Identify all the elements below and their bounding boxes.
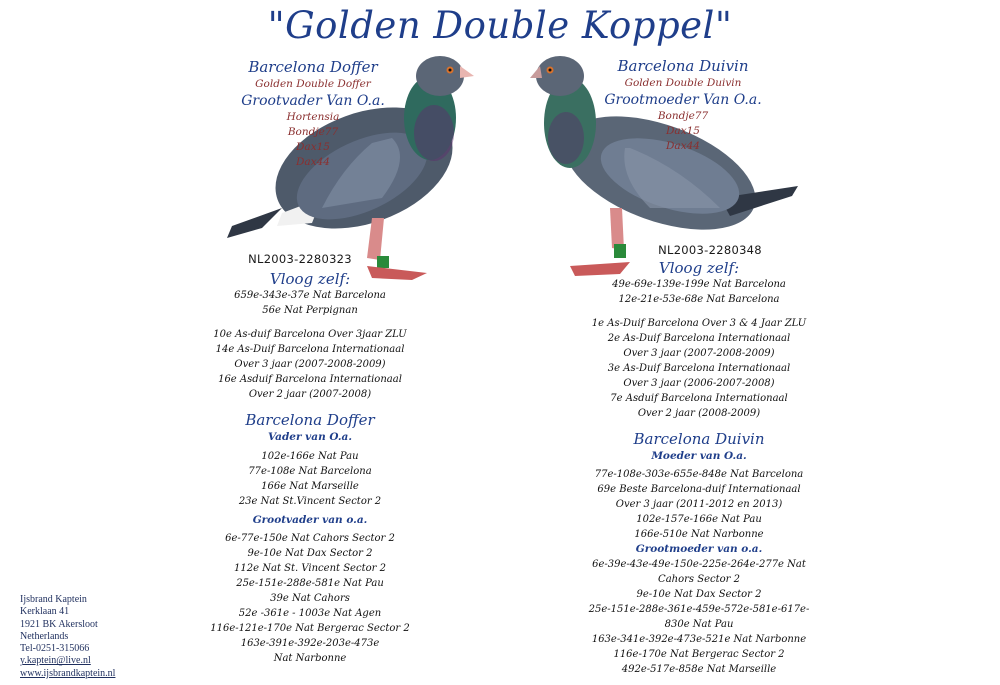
left-grandfather-result: 6e-77e-150e Nat Cahors Sector 2: [225, 533, 395, 544]
left-grandfather-label: Grootvader van o.a.: [252, 514, 368, 526]
right-name: Dax15: [666, 125, 700, 137]
right-lineage: Golden Double Duivin: [624, 77, 742, 89]
right-grandmother-label: Grootmoeder van o.a.: [635, 543, 763, 555]
left-grandfather-result: 112e Nat St. Vincent Sector 2: [234, 563, 386, 574]
left-result: 659e-343e-37e Nat Barcelona: [234, 290, 386, 301]
right-result: Over 3 jaar (2007-2008-2009): [623, 348, 775, 359]
contact-block: [20, 594, 115, 680]
left-grandparent-label: Grootvader Van O.a.: [241, 93, 385, 109]
left-name: Hortensia: [286, 111, 340, 123]
left-grandfather-result: 52e -361e - 1003e Nat Agen: [238, 608, 382, 619]
right-result: 7e Asduif Barcelona Internationaal: [610, 393, 788, 404]
left-heading-2: Barcelona Doffer: [245, 411, 375, 429]
left-header-block: [228, 58, 398, 170]
left-result: 10e As-duif Barcelona Over 3jaar ZLU: [213, 329, 407, 340]
right-grandmother-result: Cahors Sector 2: [658, 574, 740, 585]
right-grandmother-result: 25e-151e-288e-361e-459e-572e-581e-617e-: [588, 604, 810, 615]
right-result: Over 3 jaar (2006-2007-2008): [623, 378, 775, 389]
left-grandfather-result: 163e-391e-392e-203e-473e: [240, 638, 380, 649]
left-father-result: 23e Nat St.Vincent Sector 2: [238, 496, 382, 507]
contact-name: Ijsbrand Kaptein: [20, 594, 87, 605]
left-name: Dax15: [296, 141, 330, 153]
right-mother-result: 166e-510e Nat Narbonne: [634, 529, 764, 540]
page-title: "Golden Double Koppel": [267, 4, 733, 47]
right-grandparent-label: Grootmoeder Van O.a.: [604, 92, 762, 108]
left-result: 16e Asduif Barcelona Internationaal: [218, 374, 402, 385]
contact-street: Kerklaan 41: [20, 606, 70, 618]
right-result: Over 2 jaar (2008-2009): [637, 408, 761, 419]
left-father-result: 166e Nat Marseille: [261, 481, 359, 492]
left-heading: Barcelona Doffer: [248, 58, 378, 76]
left-name: Dax44: [296, 156, 330, 168]
right-mother-result: 69e Beste Barcelona-duif Internationaal: [597, 484, 801, 495]
left-grandfather-result: 39e Nat Cahors: [270, 593, 350, 604]
left-grandfather-result: 9e-10e Nat Dax Sector 2: [247, 548, 373, 559]
right-result: 12e-21e-53e-68e Nat Barcelona: [618, 294, 780, 305]
right-grandmother-result: 9e-10e Nat Dax Sector 2: [636, 589, 762, 600]
contact-city: 1921 BK Akersloot: [20, 618, 98, 630]
email-link[interactable]: y.kaptein@live.nl: [20, 655, 91, 667]
right-mother-result: 102e-157e-166e Nat Pau: [636, 514, 762, 525]
left-result: Over 2 jaar (2007-2008): [248, 389, 372, 400]
left-father-label: Vader van O.a.: [267, 431, 353, 443]
right-grandmother-result: 830e Nat Pau: [664, 619, 734, 630]
left-ring-number: NL2003-2280323: [248, 252, 352, 266]
right-flew-label: Vloog zelf:: [658, 259, 740, 277]
right-grandmother-result: 163e-341e-392e-473e-521e Nat Narbonne: [591, 634, 807, 645]
right-heading-2: Barcelona Duivin: [633, 430, 765, 448]
right-result: 49e-69e-139e-199e Nat Barcelona: [612, 279, 786, 290]
contact-phone: Tel-0251-315066: [20, 643, 90, 655]
contact-country: Netherlands: [20, 630, 69, 642]
left-results-block: [190, 270, 430, 666]
right-result: 3e As-Duif Barcelona Internationaal: [607, 363, 791, 374]
right-grandmother-result: 116e-170e Nat Bergerac Sector 2: [613, 649, 785, 660]
left-result: Over 3 jaar (2007-2008-2009): [234, 359, 386, 370]
left-flew-label: Vloog zelf:: [269, 270, 351, 288]
left-lineage: Golden Double Doffer: [255, 78, 371, 90]
left-name: Bondje77: [287, 126, 339, 138]
left-father-result: 77e-108e Nat Barcelona: [248, 466, 372, 477]
right-result: 1e As-Duif Barcelona Over 3 & 4 Jaar ZLU: [591, 318, 807, 329]
left-grandfather-result: 116e-121e-170e Nat Bergerac Sector 2: [210, 623, 410, 634]
right-heading: Barcelona Duivin: [617, 57, 749, 75]
left-grandfather-result: 25e-151e-288e-581e Nat Pau: [236, 578, 384, 589]
right-grandmother-result: 492e-517e-858e Nat Marseille: [621, 664, 777, 675]
right-name: Dax44: [666, 140, 700, 152]
left-result: 14e As-Duif Barcelona Internationaal: [215, 344, 405, 355]
left-grandfather-result: Nat Narbonne: [273, 653, 347, 664]
left-father-result: 102e-166e Nat Pau: [261, 451, 359, 462]
right-ring-number: NL2003-2280348: [658, 243, 762, 257]
right-mother-label: Moeder van O.a.: [651, 450, 747, 462]
right-mother-result: Over 3 jaar (2011-2012 en 2013): [615, 499, 783, 510]
right-name: Bondje77: [657, 110, 709, 122]
right-grandmother-result: 6e-39e-43e-49e-150e-225e-264e-277e Nat: [592, 559, 806, 570]
right-results-block: [568, 259, 830, 677]
right-result: 2e As-Duif Barcelona Internationaal: [607, 333, 791, 344]
right-mother-result: 77e-108e-303e-655e-848e Nat Barcelona: [594, 469, 804, 480]
website-link[interactable]: www.ijsbrandkaptein.nl: [20, 667, 116, 679]
right-header-block: [598, 57, 768, 154]
left-result: 56e Nat Perpignan: [262, 305, 358, 316]
